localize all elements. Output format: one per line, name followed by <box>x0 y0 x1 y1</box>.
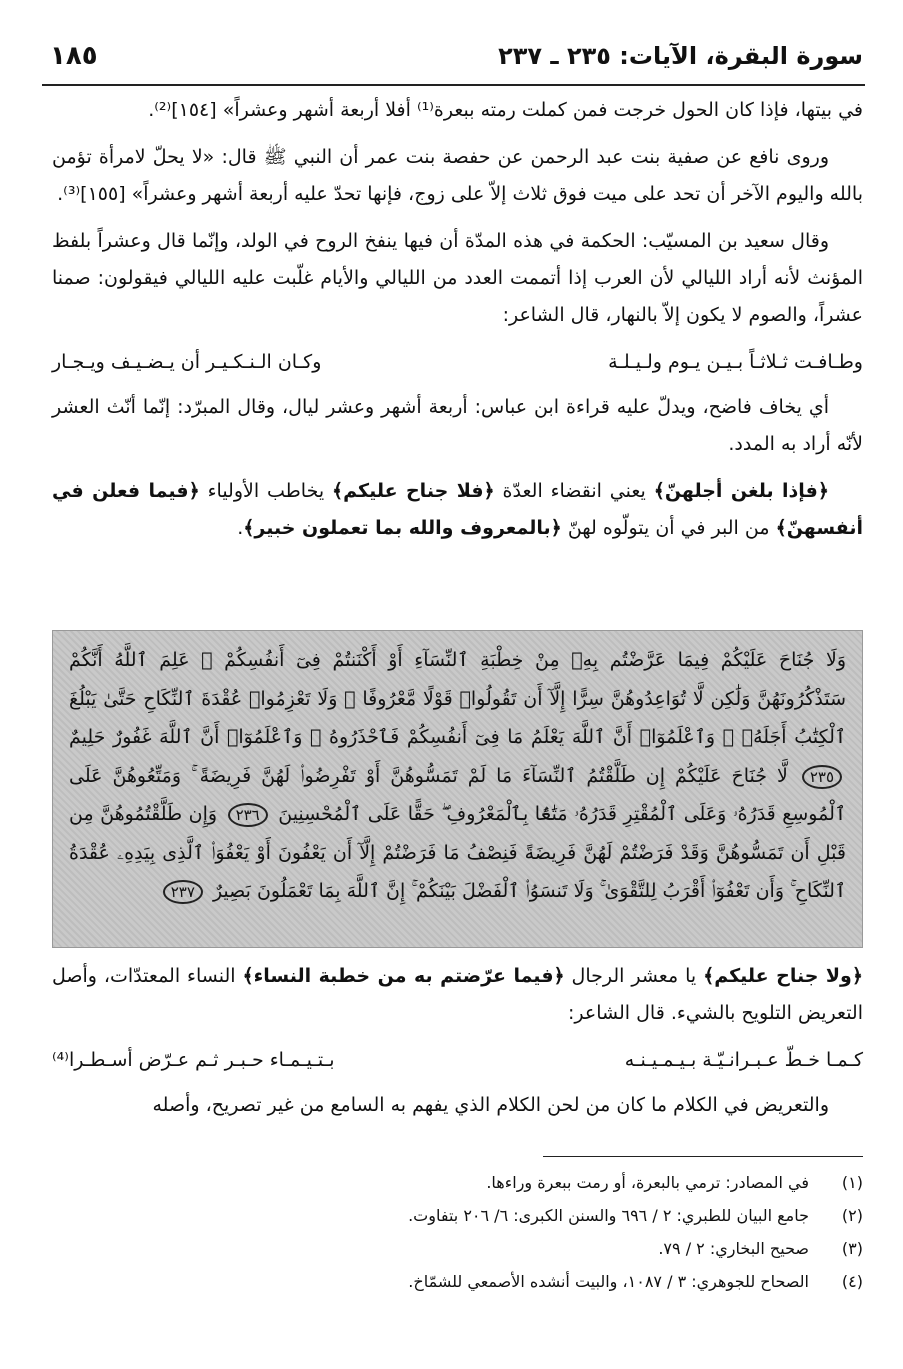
verse-2-second-hemistich: بـتـيـمـاء حـبـر ثـم عـرّض أسـطـرا⁽⁴⁾ <box>52 1049 335 1071</box>
quran-text-236: لَّا جُنَاحَ عَلَيْكُمْ إِن طَلَّقْتُمُ ٱلنِّسَآءَ مَا لَمْ تَمَسُّوهُنَّ أَوْ تَفْرِضُوا۟ لَهُنَّ فَرِيضَةً ۚ وَمَتِّعُوهُنَّ عَلَى ٱلْمُوسِعِ قَدَرُهُۥ وَعَلَى ٱلْمُقْتِرِ قَدَرُهُۥ مَتَٰعًۢا بِٱلْمَعْرُوفِ ۖ حَقًّا عَلَى ٱلْمُحْسِنِينَ <box>69 764 847 825</box>
commentary-span: يا معشر الرجال <box>564 965 704 987</box>
quote-span: ﴿فإذا بلغن أجلهنّ﴾ <box>653 480 829 502</box>
quran-text-237: وَإِن طَلَّقْتُمُوهُنَّ مِن قَبْلِ أَن تَمَسُّوهُنَّ وَقَدْ فَرَضْتُمْ لَهُنَّ فَرِيضَةً فَنِصْفُ مَا فَرَضْتُمْ إِلَّآ أَن يَعْفُونَ أَوْ يَعْفُوَا۟ ٱلَّذِى بِيَدِهِۦ عُقْدَةُ ٱلنِّكَاحِ ۚ وَأَن تَعْفُوٓا۟ أَقْرَبُ لِلتَّقْوَىٰ ۚ وَلَا تَنسَوُا۟ ٱلْفَضْلَ بَيْنَكُمْ ۚ إِنَّ ٱللَّهَ بِمَا تَعْمَلُونَ بَصِيرٌ <box>69 803 846 902</box>
footnote-item <box>52 1199 863 1232</box>
footnote-item <box>52 1232 863 1265</box>
commentary-span: يخاطب الأولياء <box>199 480 332 502</box>
footnote-item <box>52 1265 863 1298</box>
footnotes <box>52 1166 863 1298</box>
ayah-number-237: ٢٣٧ <box>163 880 203 904</box>
poetry-verse-1 <box>52 344 863 381</box>
header-rule <box>42 84 865 86</box>
page-number: ١٨٥ <box>50 41 98 71</box>
commentary-span: . <box>237 517 244 539</box>
footnote-rule <box>543 1156 863 1157</box>
footnote-item <box>52 1166 863 1199</box>
main-text <box>52 92 863 557</box>
footnote-number: (٤) <box>841 1272 863 1291</box>
quote-span: ﴿بالمعروف والله بما تعملون خبير﴾ <box>243 517 562 539</box>
main-text-continued <box>52 958 863 1134</box>
paragraph-1: في بيتها، فإذا كان الحول خرجت فمن كملت رمته ببعرة⁽¹⁾ أفلا أربعة أشهر وعشراً» [١٥٤]⁽²⁾. <box>148 99 863 121</box>
footnote-text: صحيح البخاري: ٢ / ٧٩. <box>658 1239 809 1258</box>
quran-verses-box <box>52 630 863 948</box>
poetry-verse-2 <box>52 1042 863 1079</box>
paragraph-5 <box>52 473 863 547</box>
paragraph-7: والتعريض في الكلام ما كان من لحن الكلام الذي يفهم به السامع من غير تصريح، وأصله <box>152 1094 829 1116</box>
commentary-span: النساء المعتدّات، وأصل التعريض التلويح بالشيء. قال الشاعر: <box>52 965 863 1024</box>
paragraph-3: وقال سعيد بن المسيّب: الحكمة في هذه المدّة أن فيها ينفخ الروح في الولد، وإنّما قال وعشراً بلفظ المؤنث لأنه أراد الليالي لأن العرب إذا أتممت العدد من الليالي والأيام غلّبت عليه الليالي فيقولون: صمنا عشراً، والصوم لا يكون إلاّ بالنهار، قال الشاعر: <box>52 230 863 326</box>
ayah-number-236: ٢٣٦ <box>228 803 268 827</box>
paragraph-2: وروى نافع عن صفية بنت عبد الرحمن عن حفصة بنت عمر أن النبي ﷺ قال: «لا يحلّ لامرأة تؤمن بالله واليوم الآخر أن تحد على ميت فوق ثلاث إلاّ على زوج، فإنها تحدّ عليه أربعة أشهر وعشراً» [١٥٥]⁽³⁾. <box>52 146 863 205</box>
verse-2-first-hemistich: كـمـا خـطّ عـبـرانـيّـة بـيـمـيـنـه <box>624 1049 863 1071</box>
paragraph-6 <box>52 958 863 1032</box>
commentary-span: من البر في أن يتولّوه لهنّ <box>561 517 776 539</box>
quote-span: ﴿فلا جناح عليكم﴾ <box>331 480 495 502</box>
quran-text-235: وَلَا جُنَاحَ عَلَيْكُمْ فِيمَا عَرَّضْتُم بِهِۦ مِنْ خِطْبَةِ ٱلنِّسَآءِ أَوْ أَكْنَنتُمْ فِىٓ أَنفُسِكُمْ ۚ عَلِمَ ٱللَّهُ أَنَّكُمْ سَتَذْكُرُونَهُنَّ وَلَٰكِن لَّا تُوَاعِدُوهُنَّ سِرًّا إِلَّآ أَن تَقُولُوا۟ قَوْلًا مَّعْرُوفًا ۚ وَلَا تَعْزِمُوا۟ عُقْدَةَ ٱلنِّكَاحِ حَتَّىٰ يَبْلُغَ ٱلْكِتَٰبُ أَجَلَهُۥ ۚ وَٱعْلَمُوٓا۟ أَنَّ ٱللَّهَ يَعْلَمُ مَا فِىٓ أَنفُسِكُمْ فَٱحْذَرُوهُ ۚ وَٱعْلَمُوٓا۟ أَنَّ ٱللَّهَ غَفُورٌ حَلِيمٌ <box>69 649 846 748</box>
footnote-number: (٣) <box>841 1239 863 1258</box>
footnote-text: في المصادر: ترمي بالبعرة، أو رمت ببعرة وراءها. <box>486 1173 809 1192</box>
page-header <box>50 30 863 82</box>
quote-span: ﴿فيما فعلن في أنفسهنّ﴾ <box>52 480 863 539</box>
quote-span: ﴿فيما عرّضتم به من خطبة النساء﴾ <box>242 965 565 987</box>
quote-span: ﴿ولا جناح عليكم﴾ <box>703 965 863 987</box>
ayah-number-235: ٢٣٥ <box>802 765 842 789</box>
footnote-text: الصحاح للجوهري: ٣ / ١٠٨٧، والبيت أنشده الأصمعي للشمّاخ. <box>408 1272 809 1291</box>
running-title: سورة البقرة، الآيات: ٢٣٥ ـ ٢٣٧ <box>498 42 863 70</box>
verse-1-first-hemistich: وطـافـت ثـلاثـاً بـيـن يـوم ولـيـلـة <box>608 351 863 373</box>
footnote-text: جامع البيان للطبري: ٢ / ٦٩٦ والسنن الكبرى: ٦/ ٢٠٦ بتفاوت. <box>408 1206 809 1225</box>
footnote-number: (٢) <box>841 1206 863 1225</box>
commentary-span: يعني انقضاء العدّة <box>494 480 654 502</box>
footnote-number: (١) <box>841 1173 863 1192</box>
paragraph-4: أي يخاف فاضح، ويدلّ عليه قراءة ابن عباس: أربعة أشهر وعشر ليال، وقال المبرّد: إنّما أنّث العشر لأنّه أراد به المدد. <box>52 396 863 455</box>
verse-1-second-hemistich: وكـان الـنـكـيـر أن يـضـيـف ويـجـار <box>52 351 322 373</box>
